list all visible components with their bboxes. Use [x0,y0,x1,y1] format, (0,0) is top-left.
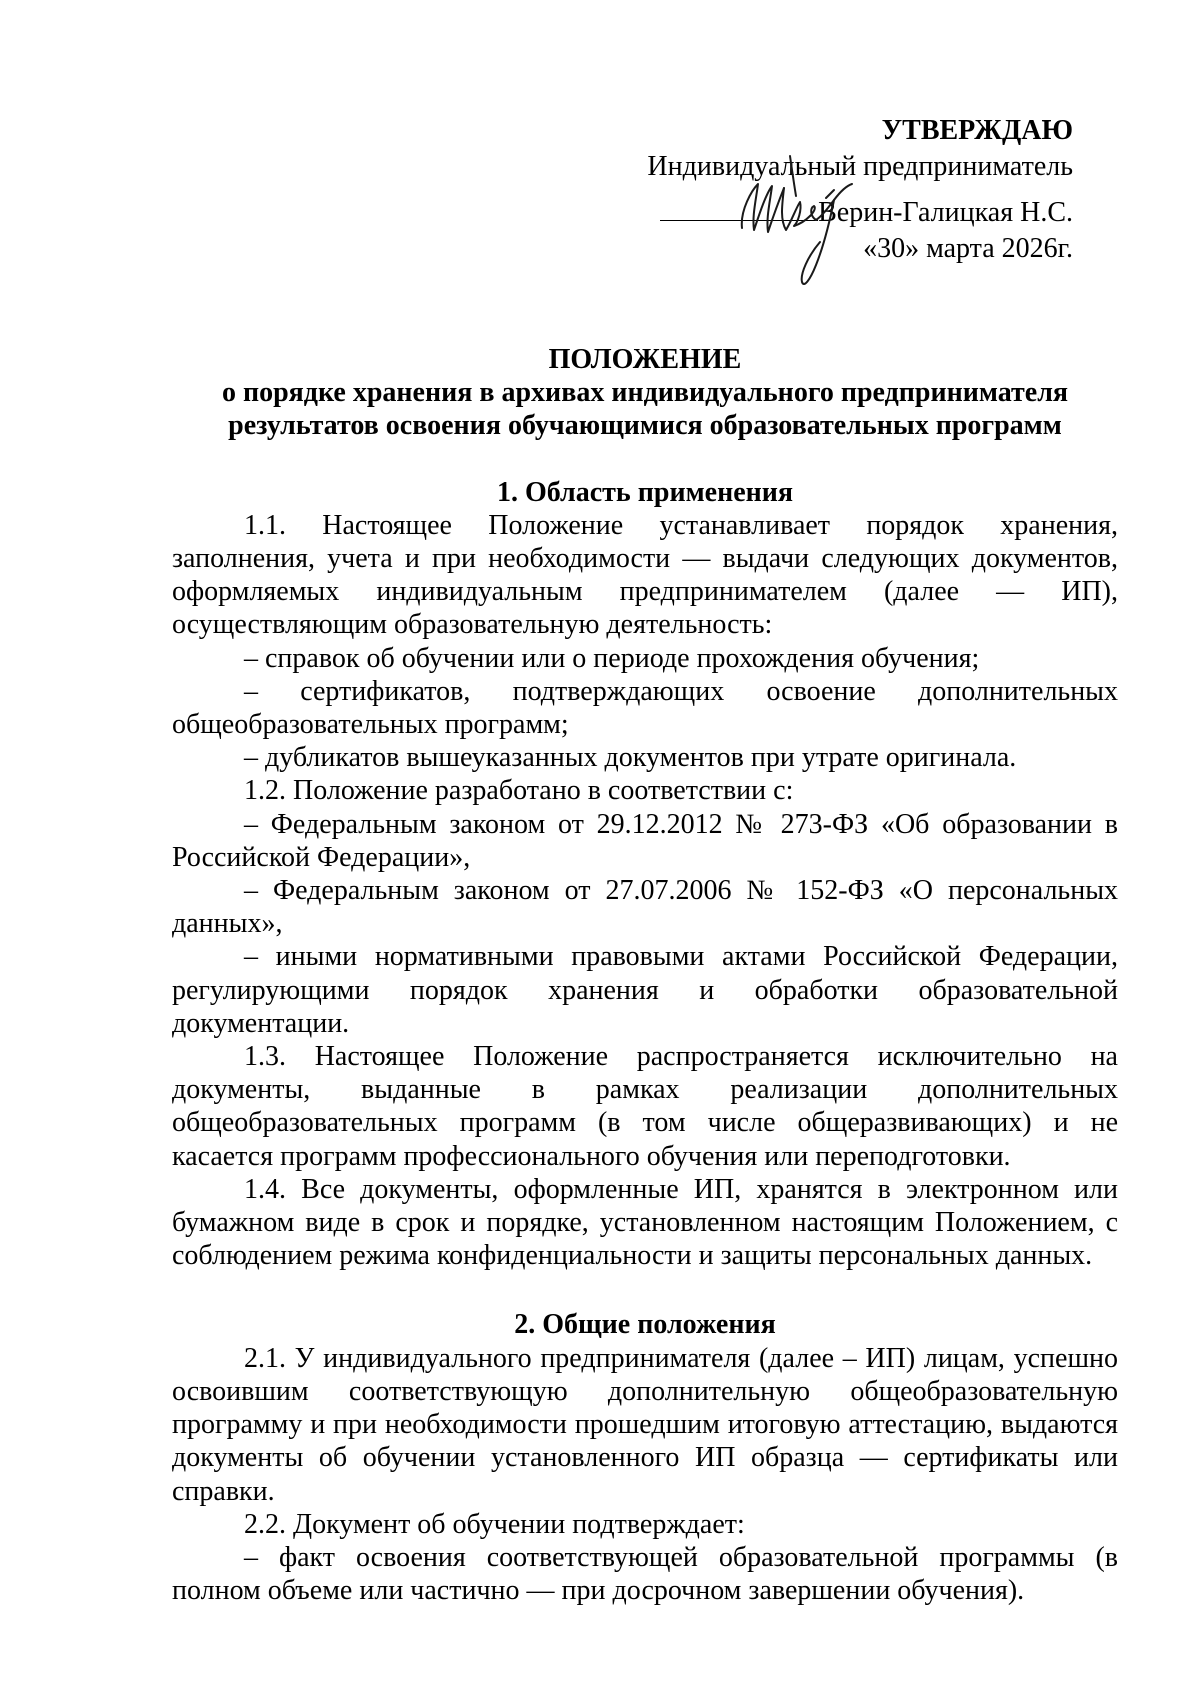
list-item: – дубликатов вышеуказанных документов при утрате оригинала. [244,742,1017,774]
list-item: – Федеральным законом от 27.07.2006 № 152-ФЗ «О персональных данных», [172,875,1118,940]
approval-date: «30» марта 2026г. [863,233,1073,264]
document-subtitle-line2: результатов освоения обучающимися образовательных программ [228,410,1062,442]
document-title: ПОЛОЖЕНИЕ [548,344,742,375]
list-item: – справок об обучении или о периоде прохождения обучения; [244,642,980,674]
spacer [172,443,1118,476]
paragraph-2-1: 2.1. У индивидуального предпринимателя (далее – ИП) лицам, успешно освоившим соответствующую дополнительную общеобразовательную программу и при необходимости прошедшим итоговую аттестацию, выдаются документы об обучении установленного ИП образца — сертификаты или справки. [172,1342,1118,1507]
paragraph-1-2: 1.2. Положение разработано в соответствии с: [244,775,794,807]
document-body [172,343,1118,1607]
paragraph-1-3: 1.3. Настоящее Положение распространяется исключительно на документы, выданные в рамках реализации дополнительных общеобразовательных программ (в том числе общеразвивающих) и не касается программ профессионального обучения или переподготовки. [172,1041,1118,1172]
approval-heading: УТВЕРЖДАЮ [881,115,1073,146]
document-subtitle-line1: о порядке хранения в архивах индивидуального предпринимателя [221,377,1069,409]
approver-name: Верин-Галицкая Н.С. [818,197,1073,228]
paragraph-2-2: 2.2. Документ об обучении подтверждает: [244,1508,745,1540]
spacer [172,1272,1118,1308]
handwritten-signature [730,150,870,295]
section-2-title: 2. Общие положения [514,1309,776,1341]
approver-position: Индивидуальный предприниматель [647,151,1073,182]
paragraph-1-1: 1.1. Настоящее Положение устанавливает порядок хранения, заполнения, учета и при необходимости — выдачи следующих документов, оформляемых индивидуальным предпринимателем (далее — ИП), осуществляющим образовательную деятельность: [172,509,1118,641]
list-item: – Федеральным законом от 29.12.2012 № 273-ФЗ «Об образовании в Российской Федерации», [172,808,1118,873]
list-item: – сертификатов, подтверждающих освоение дополнительных общеобразовательных программ; [172,675,1118,741]
list-item: – иными нормативными правовыми актами Российской Федерации, регулирующими порядок хранения и обработки образовательной документации. [172,941,1118,1039]
list-item: – факт освоения соответствующей образовательной программы (в полном объеме или частично — при досрочном завершении обучения). [172,1541,1118,1607]
section-1-title: 1. Область применения [496,476,794,508]
paragraph-1-4: 1.4. Все документы, оформленные ИП, хранятся в электронном или бумажном виде в срок и порядке, установленном настоящим Положением, с соблюдением режима конфиденциальности и защиты персональных данных. [172,1173,1118,1272]
